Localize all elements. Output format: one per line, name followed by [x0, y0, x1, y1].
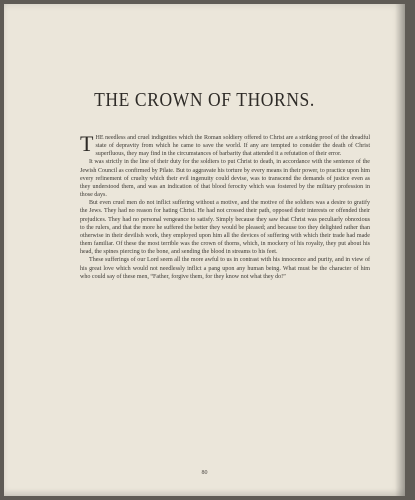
page-title: THE CROWN OF THORNS.: [94, 87, 315, 111]
paragraph-4: These sufferings of our Lord seem all the more awful to us in contrast with his innocence and purity, and in view of his great love which would not needlessly inflict a pang upon any human being. What must be the character of him who could say of these men, “Father, forgive them, for they know not what they do!”: [80, 257, 370, 280]
drop-cap: T: [80, 131, 94, 156]
paragraph-3: But even cruel men do not inflict suffering without a motive, and the motive of the soldiers was a desire to gratify the Jews. They had no reason for hating Christ. He had not crossed their path, opposed their interests or offended their prejudices. They had no personal vengeance to satisfy. Simply because they saw that Christ was peculiarly obnoxious to the rulers, and that the more he suffered the better they would be pleased; and because too they delighted rather than otherwise in their devilish work, they employed upon him all the devices of suffering with which their trade had made them familiar. Of these the most terrible was the crown of thorns, which, in mockery of his royalty, they put about his head, the spines piercing to the bone, and sending the blood in streams to his feet.: [80, 200, 370, 256]
paragraph-1: [80, 131, 370, 158]
book-page: [4, 4, 405, 496]
page-number: 80: [201, 470, 208, 476]
paragraph-1-text: HE needless and cruel indignities which the Roman soldiery offered to Christ are a striking proof of the dreadful state of depravity from which he came to save the world. If any are tempted to consider the death of Christ superfluous, they may find in the circumstances of barbarity that attended it a refutation of their error.: [95, 135, 370, 158]
body-text: [80, 131, 370, 281]
spine-shadow: [395, 4, 405, 496]
paragraph-2: It was strictly in the line of their duty for the soldiers to put Christ to death, in accordance with the sentence of the Jewish Council as confirmed by Pilate. But to aggravate his torture by every means in their power, to practice upon him every refinement of cruelty which their evil ingenuity could devise, was to transcend the demands of justice even as they understood them, and was an indication of that blood ferocity which was fostered by the military profession in those days.: [80, 159, 370, 199]
